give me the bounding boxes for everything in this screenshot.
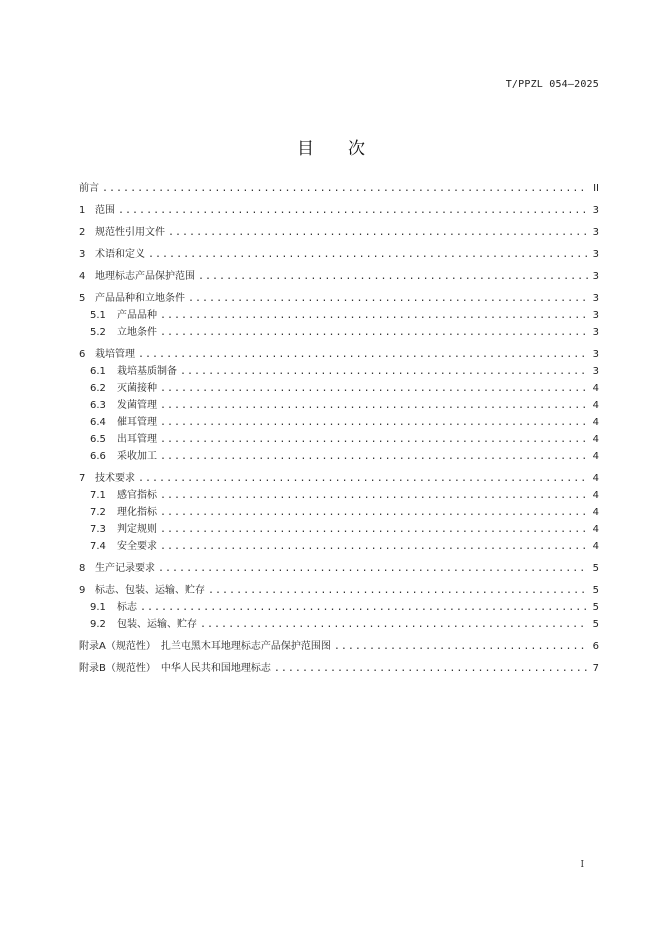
toc-leader-dots [334, 638, 588, 655]
toc-leader-dots [274, 660, 588, 677]
toc-entry-number: 3 [79, 249, 86, 260]
toc-entry-number: 6.4 [90, 417, 106, 428]
toc-entry[interactable] [79, 521, 599, 538]
toc-entry-title: 采收加工 [117, 451, 157, 462]
toc-entry-title: 包装、运输、贮存 [117, 619, 197, 630]
toc-leader-dots [160, 448, 588, 465]
toc-entry-page: 7 [592, 663, 599, 674]
toc-entry-title: 术语和定义 [95, 249, 145, 260]
toc-entry-number: 9.2 [90, 619, 106, 630]
toc-title: 目次 [297, 139, 399, 159]
toc-entry[interactable] [79, 638, 599, 655]
toc-entry-title: 标志、包装、运输、贮存 [95, 585, 205, 596]
toc-entry[interactable] [79, 246, 599, 263]
toc-entry-number: 9 [79, 585, 86, 596]
toc-entry[interactable] [79, 448, 599, 465]
toc-entry-page: 3 [592, 366, 599, 377]
toc-entry-page: 5 [592, 602, 599, 613]
toc-entry[interactable] [79, 202, 599, 219]
toc-entry[interactable] [79, 268, 599, 285]
page-number: I [580, 860, 584, 870]
toc-entry-number: 6.2 [90, 383, 106, 394]
toc-entry[interactable] [79, 224, 599, 241]
toc-entry-title: 标志 [117, 602, 137, 613]
toc-entry-number: 7.4 [90, 541, 106, 552]
toc-entry-title: 感官指标 [117, 490, 157, 501]
toc-leader-dots [160, 307, 588, 324]
toc-entry[interactable] [79, 346, 599, 363]
toc-leader-dots [198, 268, 588, 285]
toc-leader-dots [160, 521, 588, 538]
toc-leader-dots [168, 224, 588, 241]
toc-leader-dots [160, 431, 588, 448]
document-code: T/PPZL 054—2025 [505, 79, 599, 90]
toc-leader-dots [102, 180, 588, 197]
toc-entry-title: 判定规则 [117, 524, 157, 535]
toc-entry-title: 技术要求 [95, 473, 135, 484]
toc-entry-page: 3 [592, 205, 599, 216]
toc-entry-title: 出耳管理 [117, 434, 157, 445]
toc-entry-number: 6.3 [90, 400, 106, 411]
toc-leader-dots [188, 290, 588, 307]
toc-entry-page: 4 [592, 541, 599, 552]
toc-entry-page: 4 [592, 507, 599, 518]
toc-entry-number: 6 [79, 349, 86, 360]
toc-entry-page: 3 [592, 310, 599, 321]
toc-entry-page: 4 [592, 400, 599, 411]
toc-leader-dots [148, 246, 588, 263]
toc-entry-title: 理化指标 [117, 507, 157, 518]
toc-entry-number: 9.1 [90, 602, 106, 613]
table-of-contents [79, 180, 599, 677]
toc-entry-title: 灭菌接种 [117, 383, 157, 394]
toc-entry[interactable] [79, 487, 599, 504]
toc-entry-number: 7.2 [90, 507, 106, 518]
toc-entry[interactable] [79, 180, 599, 197]
toc-entry-title: 附录A（规范性） 扎兰屯黑木耳地理标志产品保护范围图 [79, 641, 331, 652]
toc-entry[interactable] [79, 414, 599, 431]
toc-entry[interactable] [79, 616, 599, 633]
toc-entry[interactable] [79, 599, 599, 616]
toc-entry-title: 产品品种和立地条件 [95, 293, 185, 304]
toc-entry-page: 5 [592, 619, 599, 630]
toc-entry-page: 3 [592, 349, 599, 360]
toc-entry-title: 生产记录要求 [95, 563, 155, 574]
toc-entry-page: 3 [592, 293, 599, 304]
toc-entry[interactable] [79, 307, 599, 324]
toc-leader-dots [140, 599, 588, 616]
toc-entry-number: 6.6 [90, 451, 106, 462]
toc-entry[interactable] [79, 582, 599, 599]
toc-entry-number: 5.2 [90, 327, 106, 338]
toc-entry-number: 7.3 [90, 524, 106, 535]
toc-entry-page: 5 [592, 563, 599, 574]
toc-entry-title: 规范性引用文件 [95, 227, 165, 238]
toc-entry-page: 4 [592, 524, 599, 535]
toc-leader-dots [138, 346, 588, 363]
toc-leader-dots [118, 202, 588, 219]
toc-entry-title: 附录B（规范性） 中华人民共和国地理标志 [79, 663, 271, 674]
toc-entry-title: 发菌管理 [117, 400, 157, 411]
toc-entry[interactable] [79, 324, 599, 341]
toc-entry-title: 栽培基质制备 [117, 366, 177, 377]
toc-entry-number: 1 [79, 205, 86, 216]
toc-entry[interactable] [79, 560, 599, 577]
toc-entry-number: 8 [79, 563, 86, 574]
toc-entry-number: 5 [79, 293, 86, 304]
toc-entry-number: 4 [79, 271, 86, 282]
toc-entry-page: 4 [592, 434, 599, 445]
toc-entry-number: 6.5 [90, 434, 106, 445]
toc-leader-dots [160, 487, 588, 504]
toc-entry-title: 安全要求 [117, 541, 157, 552]
toc-entry-title: 栽培管理 [95, 349, 135, 360]
toc-entry-title: 催耳管理 [117, 417, 157, 428]
toc-entry[interactable] [79, 290, 599, 307]
toc-leader-dots [200, 616, 588, 633]
toc-entry-page: 4 [592, 383, 599, 394]
toc-entry-page: II [593, 183, 599, 194]
toc-entry[interactable] [79, 660, 599, 677]
toc-entry-title: 立地条件 [117, 327, 157, 338]
toc-entry-page: 3 [592, 249, 599, 260]
toc-leader-dots [160, 414, 588, 431]
toc-entry-title: 地理标志产品保护范围 [95, 271, 195, 282]
toc-leader-dots [160, 324, 588, 341]
toc-leader-dots [158, 560, 588, 577]
toc-entry-title: 范围 [95, 205, 115, 216]
toc-entry-page: 5 [592, 585, 599, 596]
toc-entry[interactable] [79, 380, 599, 397]
toc-entry-title: 产品品种 [117, 310, 157, 321]
toc-entry-page: 3 [592, 227, 599, 238]
toc-entry[interactable] [79, 470, 599, 487]
toc-leader-dots [138, 470, 588, 487]
toc-entry-page: 3 [592, 327, 599, 338]
toc-entry-number: 5.1 [90, 310, 106, 321]
toc-entry-page: 4 [592, 451, 599, 462]
toc-entry[interactable] [79, 431, 599, 448]
toc-leader-dots [160, 504, 588, 521]
toc-leader-dots [180, 363, 588, 380]
toc-entry-page: 4 [592, 473, 599, 484]
toc-entry-number: 6.1 [90, 366, 106, 377]
toc-entry-number: 7.1 [90, 490, 106, 501]
toc-entry-number: 7 [79, 473, 86, 484]
toc-leader-dots [160, 538, 588, 555]
toc-entry-page: 4 [592, 417, 599, 428]
toc-leader-dots [208, 582, 588, 599]
toc-entry-number: 2 [79, 227, 86, 238]
toc-entry[interactable] [79, 397, 599, 414]
toc-entry[interactable] [79, 504, 599, 521]
toc-entry-page: 4 [592, 490, 599, 501]
toc-entry-page: 3 [592, 271, 599, 282]
toc-entry-page: 6 [592, 641, 599, 652]
toc-leader-dots [160, 380, 588, 397]
toc-entry[interactable] [79, 538, 599, 555]
toc-leader-dots [160, 397, 588, 414]
toc-entry-title: 前言 [79, 183, 99, 194]
toc-entry[interactable] [79, 363, 599, 380]
